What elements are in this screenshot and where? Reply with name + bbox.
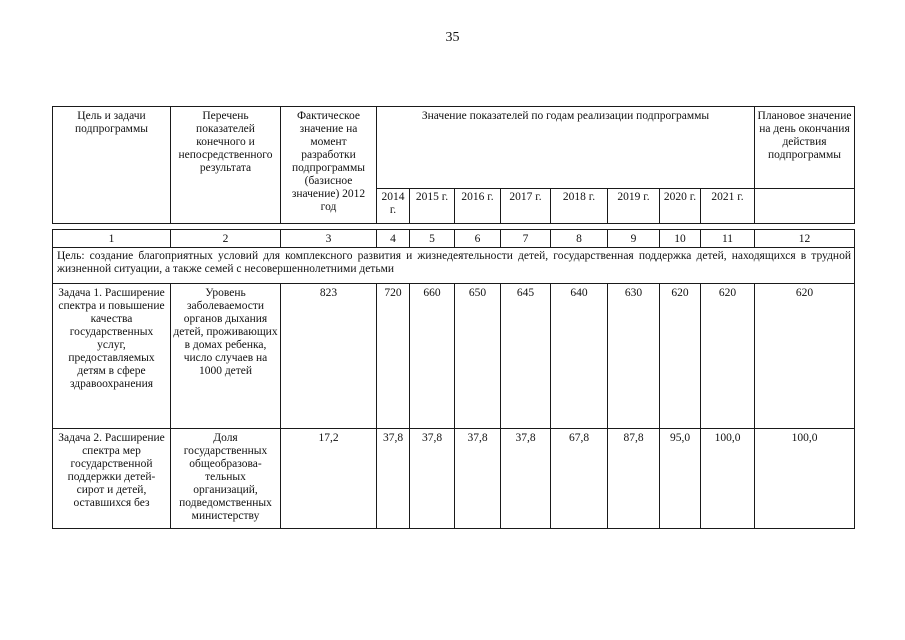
year-value-cell: 37,8 (377, 429, 410, 529)
header-year: 2018 г. (551, 189, 608, 224)
year-value-cell: 620 (660, 284, 701, 429)
indicators-table (52, 106, 855, 529)
year-value-cell: 650 (455, 284, 501, 429)
column-number: 6 (455, 230, 501, 248)
year-value-cell: 720 (377, 284, 410, 429)
header-year: 2015 г. (410, 189, 455, 224)
goal-text: Цель: создание благоприятных условий для комплексного развития и жизнедеятельности детей, государственная поддержка детей, находящихся в трудной жизненной ситуации, а также семей с несовершеннолетними детьми (53, 248, 855, 284)
indicator-cell: Доля государственных общеобразова-тельных организаций, подведомственных министерству (171, 429, 281, 529)
year-value-cell: 640 (551, 284, 608, 429)
year-value-cell: 37,8 (410, 429, 455, 529)
year-value-cell: 95,0 (660, 429, 701, 529)
header-row (53, 107, 855, 189)
header-base-value: Фактическое значение на момент разработки подпрограммы (базисное значение) 2012 год (281, 107, 377, 224)
header-year: 2021 г. (701, 189, 755, 224)
year-value-cell: 87,8 (608, 429, 660, 529)
header-year: 2016 г. (455, 189, 501, 224)
goal-row (53, 248, 855, 284)
column-number: 3 (281, 230, 377, 248)
year-value-cell: 67,8 (551, 429, 608, 529)
indicator-cell: Уровень заболеваемости органов дыхания детей, проживающих в домах ребенка, число случаев на 1000 детей (171, 284, 281, 429)
year-value-cell: 660 (410, 284, 455, 429)
column-number: 4 (377, 230, 410, 248)
table-row (53, 284, 855, 429)
column-number: 7 (501, 230, 551, 248)
task-cell: Задача 2. Расширение спектра мер государственной поддержки детей-сирот и детей, оставшихся без (53, 429, 171, 529)
year-value-cell: 645 (501, 284, 551, 429)
header-year: 2019 г. (608, 189, 660, 224)
column-number: 2 (171, 230, 281, 248)
table-row (53, 429, 855, 529)
header-planned-empty (755, 189, 855, 224)
header-year: 2014 г. (377, 189, 410, 224)
task-cell: Задача 1. Расширение спектра и повышение качества государственных услуг, предоставляемых детям в сфере здравоохранения (53, 284, 171, 429)
header-indicators: Перечень показателей конечного и непосредственного результата (171, 107, 281, 224)
planned-value-cell: 620 (755, 284, 855, 429)
year-value-cell: 37,8 (501, 429, 551, 529)
column-number: 9 (608, 230, 660, 248)
column-numbers-row (53, 230, 855, 248)
header-year: 2017 г. (501, 189, 551, 224)
column-number: 10 (660, 230, 701, 248)
planned-value-cell: 100,0 (755, 429, 855, 529)
header-years-group: Значение показателей по годам реализации подпрограммы (377, 107, 755, 189)
column-number: 5 (410, 230, 455, 248)
page-number: 35 (445, 30, 460, 45)
column-number: 8 (551, 230, 608, 248)
column-number: 11 (701, 230, 755, 248)
year-value-cell: 37,8 (455, 429, 501, 529)
column-number: 12 (755, 230, 855, 248)
header-goal-tasks: Цель и задачи подпрограммы (53, 107, 171, 224)
column-number: 1 (53, 230, 171, 248)
header-planned-value: Плановое значение на день окончания действия подпрограммы (755, 107, 855, 189)
year-value-cell: 620 (701, 284, 755, 429)
base-value-cell: 823 (281, 284, 377, 429)
year-value-cell: 100,0 (701, 429, 755, 529)
year-value-cell: 630 (608, 284, 660, 429)
header-year: 2020 г. (660, 189, 701, 224)
base-value-cell: 17,2 (281, 429, 377, 529)
